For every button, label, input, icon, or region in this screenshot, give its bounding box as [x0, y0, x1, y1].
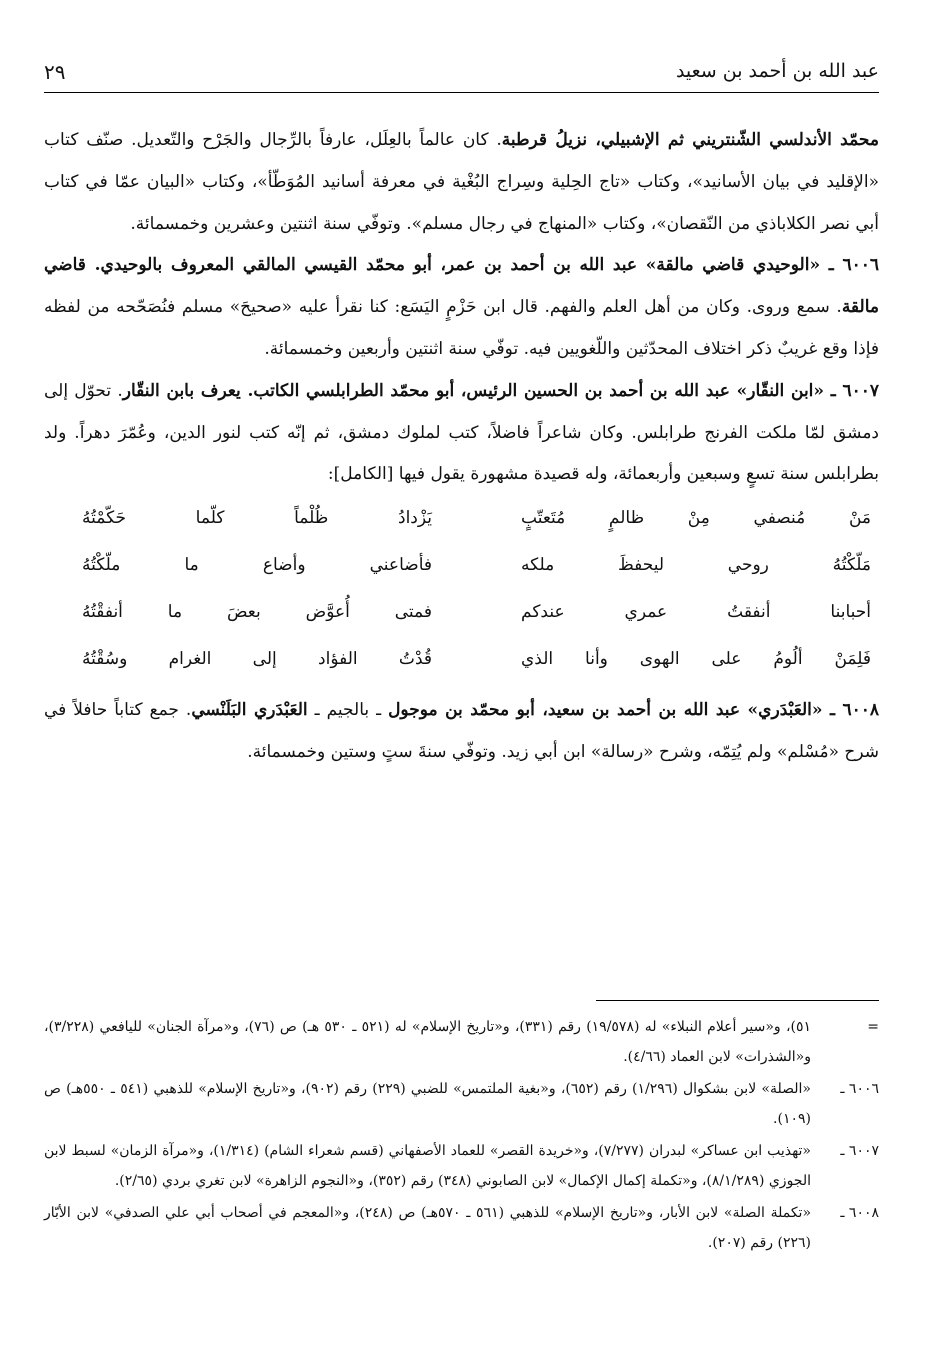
footnote-number: ٦٠٠٦ ـ: [840, 1081, 879, 1097]
entry-paragraph: [44, 120, 879, 245]
verse-first-hemistich: أحبابنا أنفقتُ عمري عندكم: [521, 602, 871, 623]
footnote: [44, 1074, 879, 1134]
poem-verse: [44, 639, 879, 686]
entry-text: . جمع كتاباً حافلاً في شرح «مُسْلم» ولم يُتِمّه، وشرح «رسالة» ابن أبي زيد. وتوفّي سنةَ ستٍ وستين وخمسمائة.: [44, 700, 879, 762]
main-text: [44, 120, 879, 774]
footnote-number: ٦٠٠٨ ـ: [840, 1205, 879, 1221]
footnotes: [44, 1012, 879, 1260]
page-number: ٢٩: [44, 60, 66, 84]
verse-second-hemistich: فأضاعني وأضاع ما ملّكْتُهُ: [82, 555, 432, 576]
footnote: [44, 1012, 879, 1072]
verse-first-hemistich: مَلّكْتُهُ روحي ليحفظَ ملكه: [521, 555, 871, 576]
verse-second-hemistich: يَزْدادُ ظُلْماً كلّما حَكّمْتُهُ: [82, 508, 432, 529]
entry-head: ٦٠٠٧ ـ «ابن النقّار» عبد الله بن أحمد بن الحسين الرئيس، أبو محمّد الطرابلسي الكاتب. يعرف بابن النقّار: [122, 380, 879, 401]
verse-first-hemistich: فَلِمَنْ ألُومُ على الهوى وأنا الذي: [521, 649, 871, 670]
footnote-number: =: [867, 1019, 879, 1035]
entry-text: . كان عالماً بالعِلَل، عارفاً بالرِّجال والجَرْح والتّعديل. صنّف كتاب «الإقليد في بيان الأسانيد»، وكتاب «تاج الحِلية وسِراج البُغْية في معرفة أسانيد المُوَطّأ»، وكتاب «البيان عمّا في كتاب أبي نصر الكلاباذي من النّقصان»، وكتاب «المنهاج في رجال مسلم». وتوفّي سنة اثنتين وعشرين وخمسمائة.: [44, 130, 879, 234]
entry-text: . تحوّل إلى دمشق لمّا ملكت الفرنج طرابلس. وكان شاعراً فاضلاً، كتب لملوك دمشق، ثم إنّه كتب لنور الدين، وعُمّرَ دهراً. ولد بطرابلس سنة تسعٍ وسبعين وأربعمائة، وله قصيدة مشهورة يقول فيها [الكامل]:: [44, 380, 879, 485]
entry-head: ٦٠٠٨ ـ «العَبْدَري» عبد الله بن أحمد بن سعيد، أبو محمّد بن موجول: [388, 700, 879, 721]
page-header: [44, 58, 879, 93]
entry-nisba: العَبْدَري البَلَنْسي: [191, 700, 308, 721]
entry-name: محمّد الأندلسي الشّنتريني ثم الإشبيلي، نزيلُ قرطبة: [501, 130, 879, 150]
entry-head: ٦٠٠٦ ـ «الوحيدي قاضي مالقة» عبد الله بن أحمد بن عمر، أبو محمّد القيسي المالقي المعروف بالوحيدي. قاضي مالقة: [44, 255, 879, 318]
footnote-text: ٥١)، و«سير أعلام النبلاء» له (١٩/٥٧٨) رقم (٣٣١)، و«تاريخ الإسلام» له (٥٢١ ـ ٥٣٠ هـ) ص (٧٦)، و«مرآة الجنان» لليافعي (٣/٢٢٨)، و«الشذرات» لابن العماد (٤/٦٦).: [44, 1019, 811, 1065]
poem-verse: [44, 545, 879, 592]
footnote-text: «تهذيب ابن عساكر» لبدران (٧/٢٧٧)، و«خريدة القصر» للعماد الأصفهاني (قسم شعراء الشام) (١/٣١٤)، و«مرآة الزمان» لسبط لابن الجوزي (٨/١/٢٨٩)، و«تكملة إكمال الإكمال» لابن الصابوني (٣٤٨) رقم (٣٥٢)، و«النجوم الزاهرة» لابن تغري بردي (٢/٦٥).: [44, 1143, 812, 1189]
footnote-text: «الصلة» لابن بشكوال (١/٢٩٦) رقم (٦٥٢)، و«بغية الملتمس» للضبي (٢٢٩) رقم (٩٠٢)، و«تاريخ الإسلام» للذهبي (٥٤١ ـ ٥٥٠هـ) ص (١٠٩).: [44, 1081, 811, 1127]
entry-mid: ـ بالجيم ـ: [307, 700, 389, 721]
entry-text: . سمع وروى. وكان من أهل العلم والفهم. قال ابن حَزْمٍ اليَسَع: كنا نقرأ عليه «صحيحَ» مسلم فنُصَحّحه من لفظه فإذا وقع غريبٌ ذكر اختلاف المحدّثين واللّغويين فيه. توفّي سنة اثنتين وأربعين وخمسمائة.: [44, 297, 879, 359]
poem: [44, 498, 879, 686]
footnote: [44, 1198, 879, 1258]
footnote: [44, 1136, 879, 1196]
footnote-divider: [596, 1000, 879, 1001]
poem-verse: [44, 498, 879, 545]
running-title: عبد الله بن أحمد بن سعيد: [675, 60, 879, 82]
poem-verse: [44, 592, 879, 639]
verse-second-hemistich: فمتى أُعوَّض بعضَ ما أنفقْتُهُ: [82, 602, 432, 623]
verse-first-hemistich: مَنْ مُنصفي مِنْ ظالمٍ مُتَعتّبٍ: [521, 508, 871, 529]
entry-6007: [44, 371, 879, 496]
entry-6008: [44, 690, 879, 774]
verse-second-hemistich: قُدْتُ الفؤاد إلى الغرام وسُقْتُهُ: [82, 649, 432, 670]
entry-6006: [44, 245, 879, 370]
footnote-text: «تكملة الصلة» لابن الأبار، و«تاريخ الإسلام» للذهبي (٥٦١ ـ ٥٧٠هـ) ص (٢٤٨)، و«المعجم في أصحاب أبي علي الصدفي» لابن الأبّار (٢٢٦) رقم (٢٠٧).: [44, 1205, 812, 1251]
footnote-number: ٦٠٠٧ ـ: [840, 1143, 879, 1159]
